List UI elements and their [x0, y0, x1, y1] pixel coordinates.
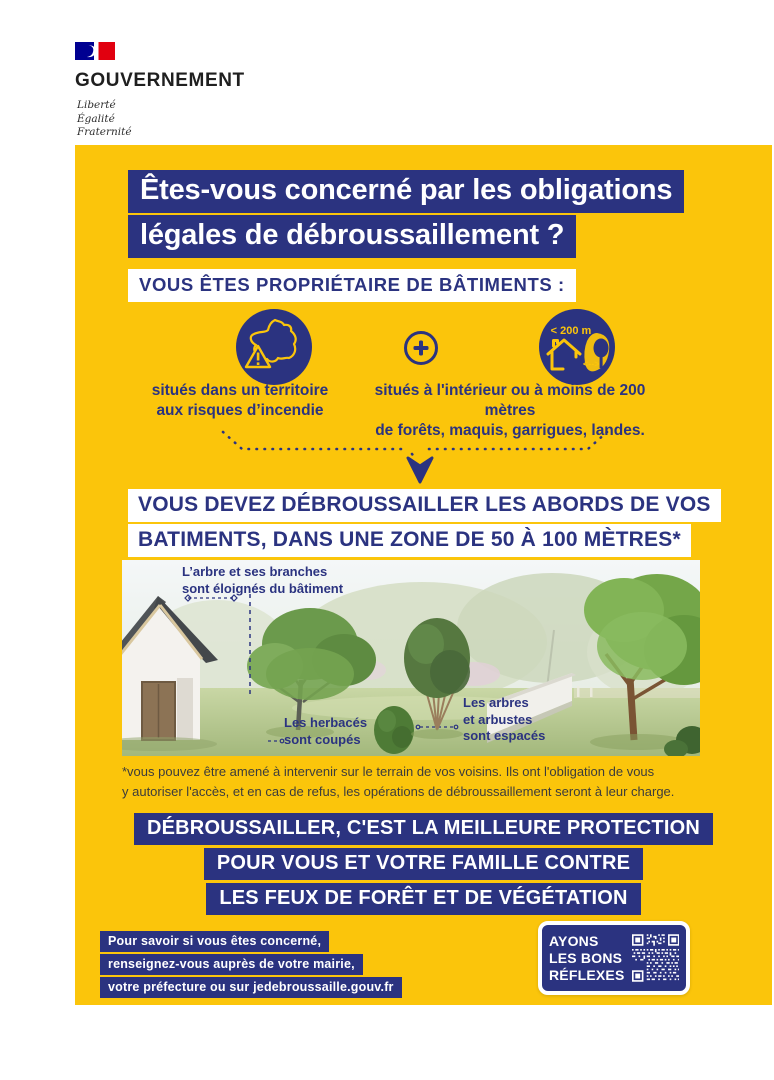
government-wordmark: GOUVERNEMENT	[75, 70, 245, 91]
condition-distance: situés à l'intérieur ou à moins de 200 mètres de forêts, maquis, garrigues, landes.	[374, 382, 646, 439]
banner-line-3: LES FEUX DE FORÊT ET DE VÉGÉTATION	[206, 883, 640, 915]
arrow-down-icon	[406, 456, 434, 484]
banner-line-1: DÉBROUSSAILLER, C'EST LA MEILLEURE PROTECTION	[134, 813, 713, 845]
plus-icon	[403, 330, 439, 366]
house-within-200m-icon	[539, 309, 615, 385]
poster-body	[75, 145, 772, 1005]
qr-code	[632, 933, 679, 983]
page-title-line-2: légales de débroussaillement ?	[128, 215, 576, 258]
contact-line-3: votre préfecture ou sur jedebroussaille.gouv.fr	[100, 977, 402, 998]
footnote: *vous pouvez être amené à intervenir sur le terrain de vos voisins. Ils ont l'obligation de vous y autoriser l'accès, et en cas de refus, les opérations de débroussaillement seront à leur charge.	[122, 764, 675, 799]
republic-motto	[75, 99, 245, 140]
contact-info	[100, 931, 402, 1000]
badge-text: AYONS LES BONS RÉFLEXES	[549, 932, 625, 983]
banner-line-2: POUR VOUS ET VOTRE FAMILLE CONTRE	[204, 848, 643, 880]
obligation-line-1: VOUS DEVEZ DÉBROUSSAILLER LES ABORDS DE VOS	[128, 489, 721, 522]
page-title-line-1: Êtes-vous concerné par les obligations	[128, 170, 684, 213]
annotation-grass-cut: Les herbacés sont coupés	[284, 715, 368, 747]
small-bush	[374, 706, 414, 754]
government-logo	[75, 42, 245, 140]
obligation-heading	[128, 489, 721, 559]
distance-label: < 200 m	[550, 325, 592, 337]
ayons-les-bons-reflexes-badge	[538, 921, 690, 995]
tree-silhouette	[594, 339, 609, 358]
obligation-line-2: BATIMENTS, DANS UNE ZONE DE 50 À 100 MÈTRES*	[128, 524, 691, 557]
french-flag-icon	[75, 42, 115, 60]
france-map-warning-icon	[236, 309, 312, 385]
contact-line-2: renseignez-vous auprès de votre mairie,	[100, 954, 363, 975]
annotation-tree-spacing: Les arbres et arbustes sont espacés	[463, 695, 546, 743]
page-title	[128, 170, 684, 260]
contact-line-1: Pour savoir si vous êtes concerné,	[100, 931, 329, 952]
motto-egalite: Égalité	[77, 112, 115, 125]
annotation-tree-distance: L’arbre et ses branches sont éloignés du bâtiment	[182, 564, 344, 596]
ownership-heading: VOUS ÊTES PROPRIÉTAIRE DE BÂTIMENTS :	[128, 269, 576, 302]
condition-territory: situés dans un territoire aux risques d’incendie	[151, 382, 329, 419]
motto-liberte: Liberté	[77, 99, 116, 111]
protection-banner	[75, 813, 772, 918]
motto-fraternite: Fraternité	[77, 126, 132, 138]
distance-arrows: <-->	[583, 359, 600, 369]
garden-photo	[122, 560, 700, 756]
